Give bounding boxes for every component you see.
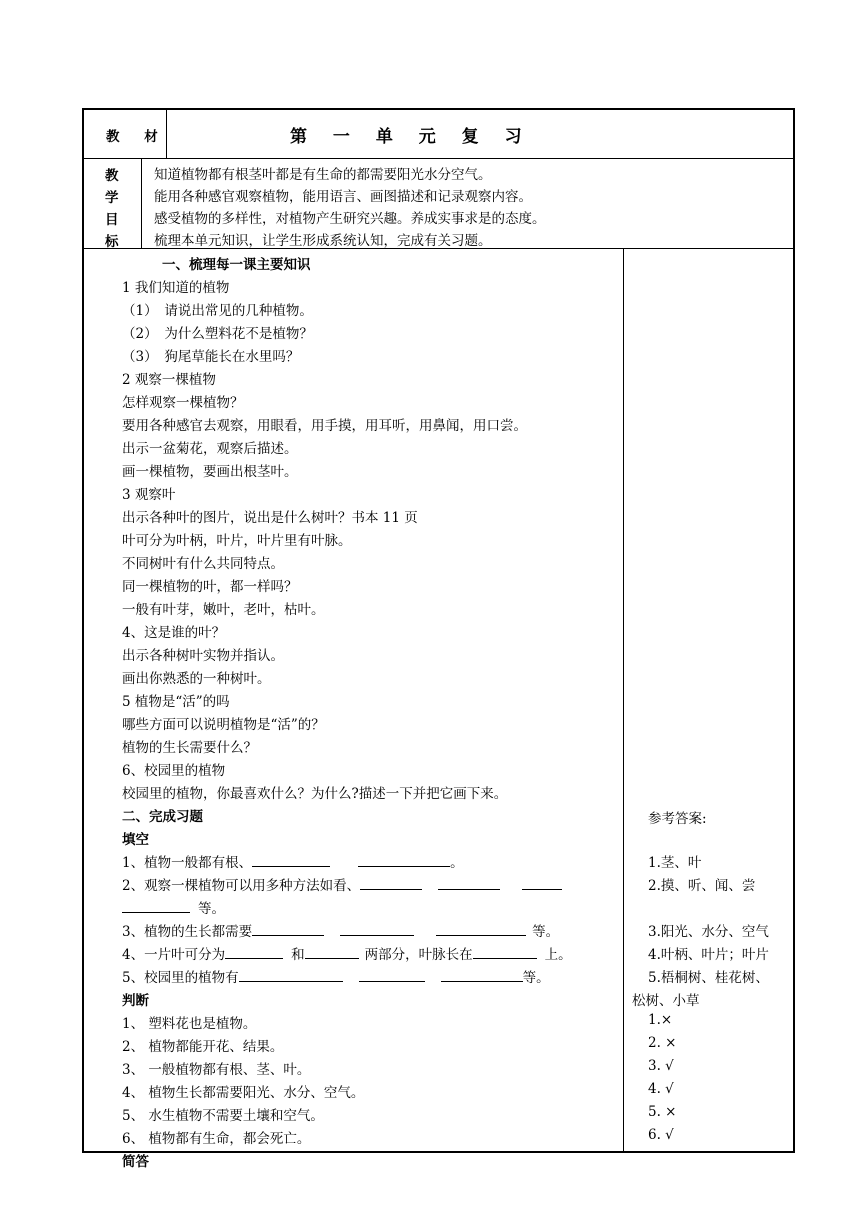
knowledge-line: 出示一盆菊花，观察后描述。: [122, 441, 298, 457]
judge-item: 5、 水生植物不需要土壤和空气。: [122, 1108, 324, 1124]
fill-text: 和: [291, 947, 305, 963]
answer-item: 4. √: [648, 1081, 674, 1097]
fill-text: 等。: [198, 901, 225, 917]
fill-text: 。: [450, 855, 464, 871]
objectives-label-char: 学: [105, 190, 119, 206]
answer-blank[interactable]: [225, 946, 283, 959]
knowledge-line: 画出你熟悉的一种树叶。: [122, 671, 271, 687]
answer-blank[interactable]: [438, 877, 500, 890]
objectives-label-char: 目: [105, 212, 119, 228]
answer-item: 3.阳光、水分、空气: [648, 924, 769, 940]
judge-heading: 判断: [122, 993, 149, 1009]
fill-text: 4、一片叶可分为: [122, 947, 226, 963]
answer-item: 2. ×: [648, 1035, 677, 1051]
knowledge-line: 出示各种树叶实物并指认。: [122, 648, 284, 664]
objective-item: 感受植物的多样性，对植物产生研究兴趣。养成实事求是的态度。: [154, 211, 546, 227]
knowledge-line: 同一棵植物的叶，都一样吗？: [122, 579, 298, 595]
fill-item: [122, 897, 225, 917]
knowledge-line: 植物的生长需要什么？: [122, 740, 257, 756]
section1-heading: 一、梳理每一课主要知识: [162, 257, 311, 273]
material-label: 教 材: [106, 129, 168, 145]
knowledge-line: 出示各种叶的图片，说出是什么树叶？书本 11 页: [122, 510, 418, 526]
fill-heading: 填空: [122, 832, 149, 848]
objective-item: 能用各种感官观察植物，能用语言、画图描述和记录观察内容。: [154, 189, 532, 205]
knowledge-line: 4、这是谁的叶？: [122, 625, 226, 641]
answer-blank[interactable]: [360, 877, 422, 890]
page-title: 第 一 单 元 复 习: [290, 127, 532, 147]
answers-heading: 参考答案:: [648, 811, 707, 827]
knowledge-line: 校园里的植物，你最喜欢什么？为什么?描述一下并把它画下来。: [122, 786, 508, 802]
knowledge-line: 怎样观察一棵植物？: [122, 395, 244, 411]
knowledge-line: （3） 狗尾草能长在水里吗？: [122, 349, 300, 365]
answer-blank[interactable]: [441, 969, 523, 982]
fill-text: 1、植物一般都有根、: [122, 855, 253, 871]
section2-heading: 二、完成习题: [122, 809, 203, 825]
row-divider: [84, 158, 793, 159]
knowledge-line: 要用各种感官去观察，用眼看，用手摸，用耳听，用鼻闻，用口尝。: [122, 418, 527, 434]
answer-item: 2.摸、听、闻、尝: [648, 878, 756, 894]
fill-item: [122, 851, 464, 871]
fill-item: [122, 966, 550, 986]
knowledge-line: 不同树叶有什么共同特点。: [122, 556, 284, 572]
answer-item: 5.梧桐树、桂花树、: [648, 970, 769, 986]
judge-item: 2、 植物都能开花、结果。: [122, 1039, 284, 1055]
objective-item: 梳理本单元知识，让学生形成系统认知，完成有关习题。: [154, 233, 492, 249]
objectives-label-char: 标: [105, 234, 119, 250]
answer-item: 松树、小草: [632, 993, 700, 1009]
answer-blank[interactable]: [252, 854, 330, 867]
lesson-table: [82, 108, 795, 1170]
fill-item: [122, 874, 562, 894]
fill-text: 等。: [522, 970, 550, 986]
knowledge-line: 6、校园里的植物: [122, 763, 226, 779]
answer-item: 3. √: [648, 1058, 674, 1074]
answer-blank[interactable]: [340, 923, 414, 936]
answer-item: 4.叶柄、叶片；叶片: [648, 947, 769, 963]
knowledge-line: 哪些方面可以说明植物是“活”的？: [122, 717, 325, 733]
knowledge-line: 叶可分为叶柄，叶片，叶片里有叶脉。: [122, 533, 352, 549]
col-divider: [623, 248, 624, 1151]
answer-blank[interactable]: [522, 877, 562, 890]
answer-item: 1.×: [648, 1012, 673, 1028]
answer-item: 1.茎、叶: [648, 855, 702, 871]
answer-blank[interactable]: [252, 923, 324, 936]
judge-item: 3、 一般植物都有根、茎、叶。: [122, 1062, 311, 1078]
answer-blank[interactable]: [122, 900, 190, 913]
answer-blank[interactable]: [473, 946, 537, 959]
fill-item: [122, 920, 559, 940]
answer-blank[interactable]: [358, 854, 450, 867]
knowledge-line: 画一棵植物，要画出根茎叶。: [122, 464, 298, 480]
knowledge-line: （1） 请说出常见的几种植物。: [122, 303, 313, 319]
fill-text: 3、植物的生长都需要: [122, 924, 253, 940]
fill-text: 两部分，叶脉长在: [364, 947, 473, 963]
objectives-label-char: 教: [105, 168, 119, 184]
fill-text: 等。: [532, 924, 560, 940]
answer-blank[interactable]: [305, 946, 359, 959]
answer-blank[interactable]: [436, 923, 526, 936]
fill-text: 5、校园里的植物有: [122, 970, 239, 986]
knowledge-line: （2） 为什么塑料花不是植物？: [122, 326, 313, 342]
answer-item: 5. ×: [648, 1104, 677, 1120]
knowledge-line: 一般有叶芽，嫩叶，老叶，枯叶。: [122, 602, 325, 618]
judge-item: 4、 植物生长都需要阳光、水分、空气。: [122, 1085, 365, 1101]
answer-blank[interactable]: [359, 969, 425, 982]
knowledge-line: 5 植物是“活”的吗: [122, 694, 230, 710]
answer-item: 6. √: [648, 1127, 674, 1143]
fill-text: 上。: [544, 947, 572, 963]
fill-item: [122, 943, 572, 963]
knowledge-line: 1 我们知道的植物: [122, 280, 230, 296]
objective-item: 知道植物都有根茎叶都是有生命的都需要阳光水分空气。: [154, 167, 492, 183]
judge-item: 1、 塑料花也是植物。: [122, 1016, 257, 1032]
knowledge-line: 2 观察一棵植物: [122, 372, 216, 388]
knowledge-line: 3 观察叶: [122, 487, 176, 503]
col-divider: [141, 158, 142, 248]
short-answer-heading: 简答: [122, 1154, 149, 1170]
answer-blank[interactable]: [239, 969, 343, 982]
judge-item: 6、 植物都有生命，都会死亡。: [122, 1131, 311, 1147]
fill-text: 2、观察一棵植物可以用多种方法如看、: [122, 878, 361, 894]
